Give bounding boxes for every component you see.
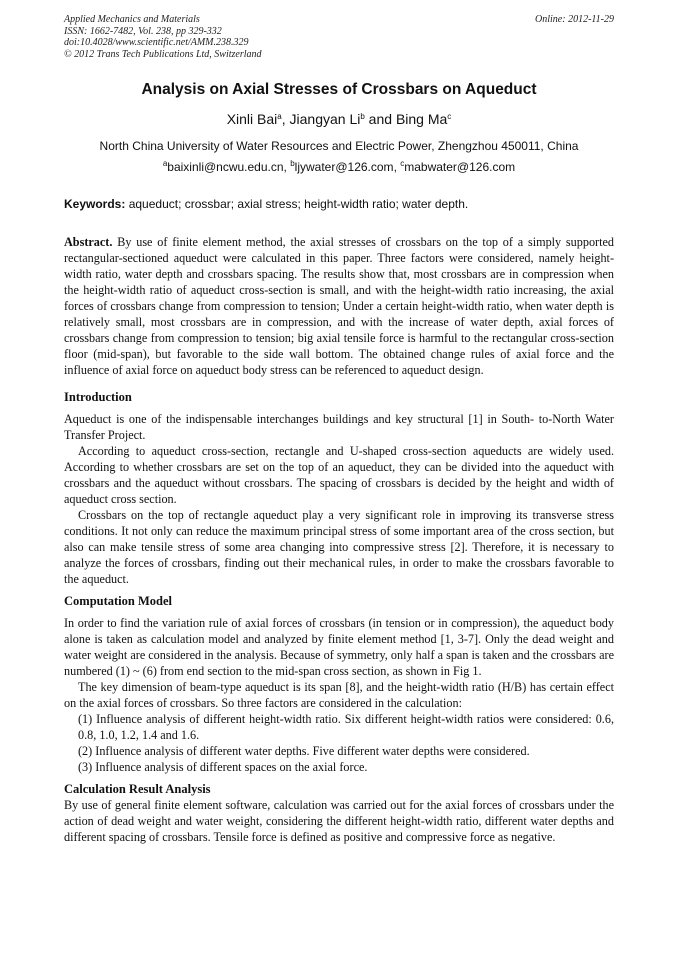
author-separator: and	[364, 111, 396, 127]
email-list	[0, 160, 678, 174]
author-superscript: c	[447, 112, 452, 121]
keywords-label: Keywords:	[64, 197, 126, 211]
list-item: (2) Influence analysis of different water depths. Five different water depths were considered.	[78, 744, 530, 758]
paragraph: Crossbars on the top of rectangle aqueduct play a very significant role in improving its transverse stress conditions. It not only can reduce the maximum principal stress of some important area of the cross section, but also can make tensile stress of some area changing into compressive stress [2]. Therefore, it is necessary to analyze the forces of crossbars, finding out their mechanical rules, in order to make the crossbars favorable to the aqueduct.	[64, 508, 614, 586]
author-superscript: b	[360, 112, 365, 121]
email-superscript: a	[162, 159, 168, 168]
paper-body	[64, 234, 614, 845]
email-superscript: c	[400, 159, 405, 168]
abstract-text: By use of finite element method, the axial stresses of crossbars on the top of a simply supported rectangular-sectioned aqueduct were calculated in this paper. Three factors were considered, namely height-width ratio, water depth and crossbars spacing. The results show that, most crossbars are in compression when the height-width ratio of aqueduct cross-section is small, and with the height-width ratio increasing, the axial forces of crossbars change from compression to tension; Under a certain height-width ratio, when water depth is relatively small, most crossbars are in compression, and with the increase of water depth, axial forces of crossbars change from compression to tension; big axial tensile force is harmful to the rectangular cross-section floor (mid-span), but favorable to the side wall bottom. The obtained change rules of axial force and the influence of axial force on aqueduct body stress can be referenced to aqueduct design.	[64, 235, 614, 377]
list-item: (1) Influence analysis of different height-width ratio. Six different height-width ratios were considered: 0.6, 0.8, 1.0, 1.2, 1.4 and 1.6.	[78, 712, 614, 742]
keywords-text: aqueduct; crossbar; axial stress; height-width ratio; water depth.	[128, 197, 469, 211]
computation-heading: Computation Model	[64, 594, 172, 608]
paragraph: Aqueduct is one of the indispensable interchanges buildings and key structural [1] in South- to-North Water Transfer Project.	[64, 412, 614, 442]
introduction-heading: Introduction	[64, 390, 132, 404]
copyright-line: © 2012 Trans Tech Publications Ltd, Switzerland	[64, 48, 262, 60]
online-date: Online: 2012-11-29	[535, 14, 614, 25]
abstract	[64, 234, 614, 378]
results-heading: Calculation Result Analysis	[64, 782, 211, 796]
email-separator: ,	[283, 160, 291, 174]
author-superscript: a	[277, 112, 282, 121]
list-item: (3) Influence analysis of different spaces on the axial force.	[78, 760, 368, 774]
email-superscript: b	[290, 159, 295, 168]
author-name: Xinli Bai	[226, 111, 278, 127]
doi-line: doi:10.4028/www.scientific.net/AMM.238.329	[64, 37, 249, 48]
journal-header	[64, 14, 614, 60]
email-separator: ,	[393, 160, 401, 174]
author-name: Jiangyan Li	[289, 111, 361, 127]
author-separator: ,	[281, 111, 290, 127]
email-link[interactable]: ljywater@126.com	[294, 160, 394, 174]
paper-title: Analysis on Axial Stresses of Crossbars on Aqueduct	[141, 81, 537, 98]
affiliation: North China University of Water Resources and Electric Power, Zhengzhou 450011, China	[99, 139, 579, 153]
paragraph: According to aqueduct cross-section, rectangle and U-shaped cross-section aqueducts are widely used. According to whether crossbars are set on the top of an aqueduct, they can be divided into the aqueduct with crossbars and the aqueduct without crossbars. The spacing of crossbars is decided by the height and width of aqueduct cross section.	[64, 444, 614, 506]
paragraph: The key dimension of beam-type aqueduct is its span [8], and the height-width ratio (H/B) has certain effect on the axial forces of crossbars. So three factors are considered in the calculation:	[64, 680, 614, 710]
keywords	[64, 197, 614, 211]
email-link[interactable]: mabwater@126.com	[404, 160, 516, 174]
abstract-label: Abstract.	[64, 235, 113, 249]
author-list	[0, 111, 678, 127]
journal-name: Applied Mechanics and Materials	[64, 14, 200, 25]
email-link[interactable]: baixinli@ncwu.edu.cn	[167, 160, 284, 174]
paragraph: In order to find the variation rule of axial forces of crossbars (in tension or in compression), the aqueduct body alone is taken as calculation model and analyzed by finite element method [1, 3-7]. Only the dead weight and water weight are considered in the analysis. Because of symmetry, only half a span is taken and the crossbars are numbered (1) ~ (6) from end section to the mid-span cross section, as shown in Fig 1.	[64, 616, 614, 678]
author-name: Bing Ma	[395, 111, 448, 127]
paragraph: By use of general finite element software, calculation was carried out for the axial forces of crossbars under the action of dead weight and water weight, considering the different height-width ratio, different water depths and different spacing of crossbars. Tensile force is defined as positive and compressive force as negative.	[64, 798, 614, 844]
issn-line: ISSN: 1662-7482, Vol. 238, pp 329-332	[64, 25, 222, 37]
